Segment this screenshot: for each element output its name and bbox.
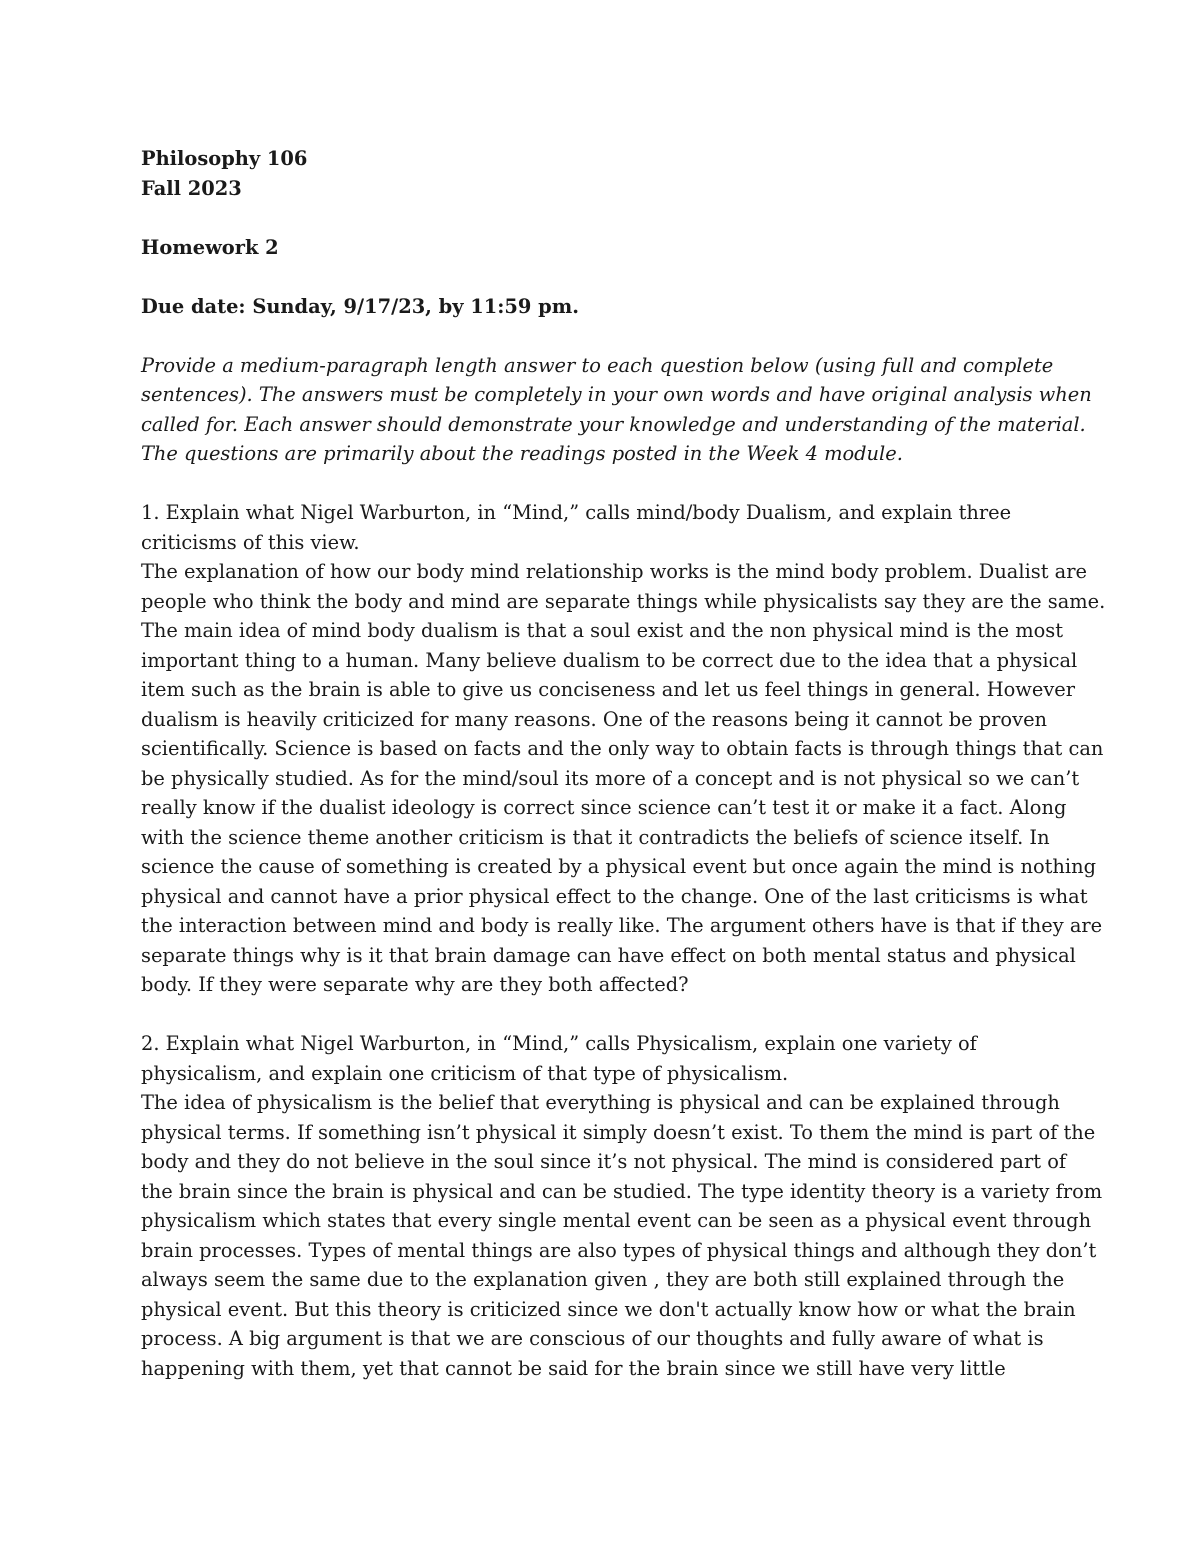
question-1-answer-line: body. If they were separate why are they both affected? <box>141 973 689 996</box>
spacer <box>141 203 1066 233</box>
question-1-answer-line: with the science theme another criticism is that it contradicts the beliefs of science itself. In <box>141 825 1050 849</box>
spacer <box>141 321 1066 351</box>
course-title: Philosophy 106 <box>141 147 308 170</box>
spacer <box>141 262 1066 292</box>
term: Fall 2023 <box>141 176 242 200</box>
question-1-answer-line: physical and cannot have a prior physical effect to the change. One of the last criticisms is what <box>141 884 1088 908</box>
question-2-answer-line: always seem the same due to the explanation given , they are both still explained through the <box>141 1268 1065 1291</box>
question-2-answer-line: physical terms. If something isn’t physical it simply doesn’t exist. To them the mind is part of the <box>141 1120 1096 1144</box>
question-1-answer-line: separate things why is it that brain damage can have effect on both mental status and physical <box>141 943 1076 967</box>
assignment-title: Homework 2 <box>141 235 279 259</box>
question-2-answer-line: the brain since the brain is physical and can be studied. The type identity theory is a variety from <box>141 1179 1103 1203</box>
question-2-answer-line: process. A big argument is that we are conscious of our thoughts and fully aware of what is <box>141 1327 1044 1350</box>
instructions-line: called for. Each answer should demonstrate your knowledge and understanding of the material. <box>141 412 1086 436</box>
question-1-answer-line: be physically studied. As for the mind/soul its more of a concept and is not physical so we can’t <box>141 766 1080 790</box>
question-2-answer-line: body and they do not believe in the soul since it’s not physical. The mind is considered part of <box>141 1150 1067 1173</box>
question-1-answer-line: important thing to a human. Many believe dualism to be correct due to the idea that a physical <box>141 648 1078 672</box>
question-2-answer-line: brain processes. Types of mental things are also types of physical things and although they don’t <box>141 1238 1097 1262</box>
due-date: Due date: Sunday, 9/17/23, by 11:59 pm. <box>141 294 579 318</box>
instructions-line: The questions are primarily about the readings posted in the Week 4 module. <box>141 442 903 465</box>
question-2-answer-line: happening with them, yet that cannot be said for the brain since we still have very little <box>141 1356 1006 1380</box>
question-2 <box>141 1029 1103 1383</box>
question-2-answer-line: physicalism which states that every single mental event can be seen as a physical event through <box>141 1209 1092 1232</box>
question-1-answer-line: really know if the dualist ideology is correct since science can’t test it or make it a fact. Along <box>141 796 1067 819</box>
spacer <box>141 469 1066 499</box>
question-1-answer-line: science the cause of something is created by a physical event but once again the mind is nothing <box>141 855 1097 878</box>
question-1-answer-line: dualism is heavily criticized for many reasons. One of the reasons being it cannot be proven <box>141 707 1048 731</box>
question-1-answer-line: item such as the brain is able to give us conciseness and let us feel things in general. However <box>141 678 1076 701</box>
question-1-answer-line: The main idea of mind body dualism is that a soul exist and the non physical mind is the most <box>141 619 1064 642</box>
question-2-answer-line: physical event. But this theory is criticized since we don't actually know how or what the brain <box>141 1297 1076 1321</box>
question-1-prompt: criticisms of this view. <box>141 530 360 554</box>
document-body <box>141 144 1106 1383</box>
question-1-answer-line: The explanation of how our body mind relationship works is the mind body problem. Dualist are <box>141 560 1087 583</box>
question-1-answer-line: people who think the body and mind are separate things while physicalists say they are the same. <box>141 589 1106 613</box>
instructions-line: Provide a medium-paragraph length answer to each question below (using full and complete <box>141 353 1054 377</box>
instructions <box>141 351 1092 469</box>
question-1 <box>141 498 1106 1000</box>
question-2-answer-line: The idea of physicalism is the belief that everything is physical and can be explained through <box>141 1091 1060 1114</box>
instructions-line: sentences). The answers must be completely in your own words and have original analysis when <box>141 383 1092 406</box>
question-1-answer-line: the interaction between mind and body is really like. The argument others have is that if they are <box>141 914 1103 937</box>
question-2-prompt: 2. Explain what Nigel Warburton, in “Mind,” calls Physicalism, explain one variety of <box>141 1032 977 1055</box>
question-2-prompt: physicalism, and explain one criticism of that type of physicalism. <box>141 1061 789 1085</box>
spacer <box>141 1000 1066 1030</box>
question-1-answer-line: scientifically. Science is based on facts and the only way to obtain facts is through things that can <box>141 737 1104 760</box>
question-1-prompt: 1. Explain what Nigel Warburton, in “Mind,” calls mind/body Dualism, and explain three <box>141 501 1012 524</box>
